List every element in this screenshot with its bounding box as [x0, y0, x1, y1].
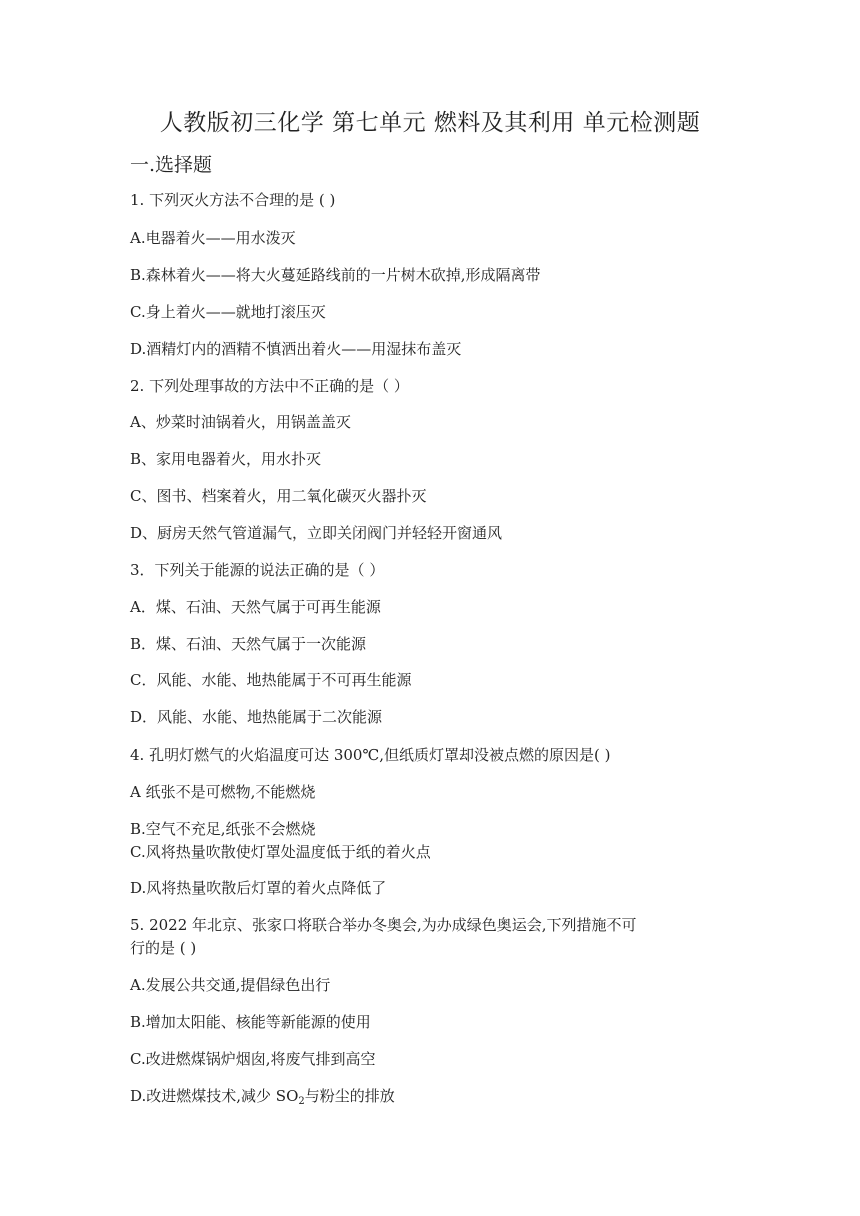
- section-heading: 一.选择题: [130, 154, 213, 176]
- question-4-option-a: A 纸张不是可燃物,不能燃烧: [130, 783, 316, 801]
- question-1-option-a: A.电器着火——用水泼灭: [130, 229, 296, 247]
- question-1-option-b: B.森林着火——将大火蔓延路线前的一片树木砍掉,形成隔离带: [130, 266, 541, 284]
- question-5-option-b: B.增加太阳能、核能等新能源的使用: [130, 1013, 371, 1031]
- question-5-option-d-subscript: 2: [298, 1096, 305, 1107]
- question-2-option-c: C、图书、档案着火，用二氧化碳灭火器扑灭: [130, 487, 427, 505]
- question-1-option-c: C.身上着火——就地打滚压灭: [130, 303, 326, 321]
- question-3-option-c: C．风能、水能、地热能属于不可再生能源: [130, 671, 412, 689]
- question-5-option-c: C.改进燃煤锅炉烟囱,将废气排到高空: [130, 1050, 376, 1068]
- question-3-option-d: D．风能、水能、地热能属于二次能源: [130, 708, 383, 726]
- question-5-option-d: [130, 1086, 395, 1112]
- question-2-option-b: B、家用电器着火，用水扑灭: [130, 450, 322, 468]
- question-4-stem: 4. 孔明灯燃气的火焰温度可达 300℃,但纸质灯罩却没被点燃的原因是( ): [130, 746, 611, 764]
- question-1-stem: 1. 下列灭火方法不合理的是 ( ): [130, 191, 336, 209]
- question-5-option-d-prefix: D.改进燃煤技术,减少 SO: [130, 1087, 299, 1105]
- question-3-option-a: A．煤、石油、天然气属于可再生能源: [130, 598, 381, 616]
- question-2-option-a: A、炒菜时油锅着火，用锅盖盖灭: [130, 413, 351, 431]
- question-4-option-b: B.空气不充足,纸张不会燃烧: [130, 820, 316, 838]
- question-2-option-d: D、厨房天然气管道漏气，立即关闭阀门并轻轻开窗通风: [130, 524, 503, 542]
- question-3-stem: 3．下列关于能源的说法正确的是（ ）: [130, 561, 385, 579]
- question-5-stem-line-2: 行的是 ( ): [130, 939, 197, 957]
- question-4-option-d: D.风将热量吹散后灯罩的着火点降低了: [130, 879, 387, 897]
- question-1-option-d: D.酒精灯内的酒精不慎洒出着火——用湿抹布盖灭: [130, 340, 462, 358]
- question-5-option-a: A.发展公共交通,提倡绿色出行: [130, 976, 331, 994]
- question-4-option-c: C.风将热量吹散使灯罩处温度低于纸的着火点: [130, 843, 431, 861]
- page-title: 人教版初三化学 第七单元 燃料及其利用 单元检测题: [159, 110, 701, 136]
- question-5-stem-line-1: 5. 2022 年北京、张家口将联合举办冬奥会,为办成绿色奥运会,下列措施不可: [130, 916, 637, 934]
- question-5-option-d-suffix: 与粉尘的排放: [304, 1087, 395, 1105]
- question-3-option-b: B．煤、石油、天然气属于一次能源: [130, 635, 367, 653]
- question-2-stem: 2. 下列处理事故的方法中不正确的是（ ）: [130, 377, 409, 395]
